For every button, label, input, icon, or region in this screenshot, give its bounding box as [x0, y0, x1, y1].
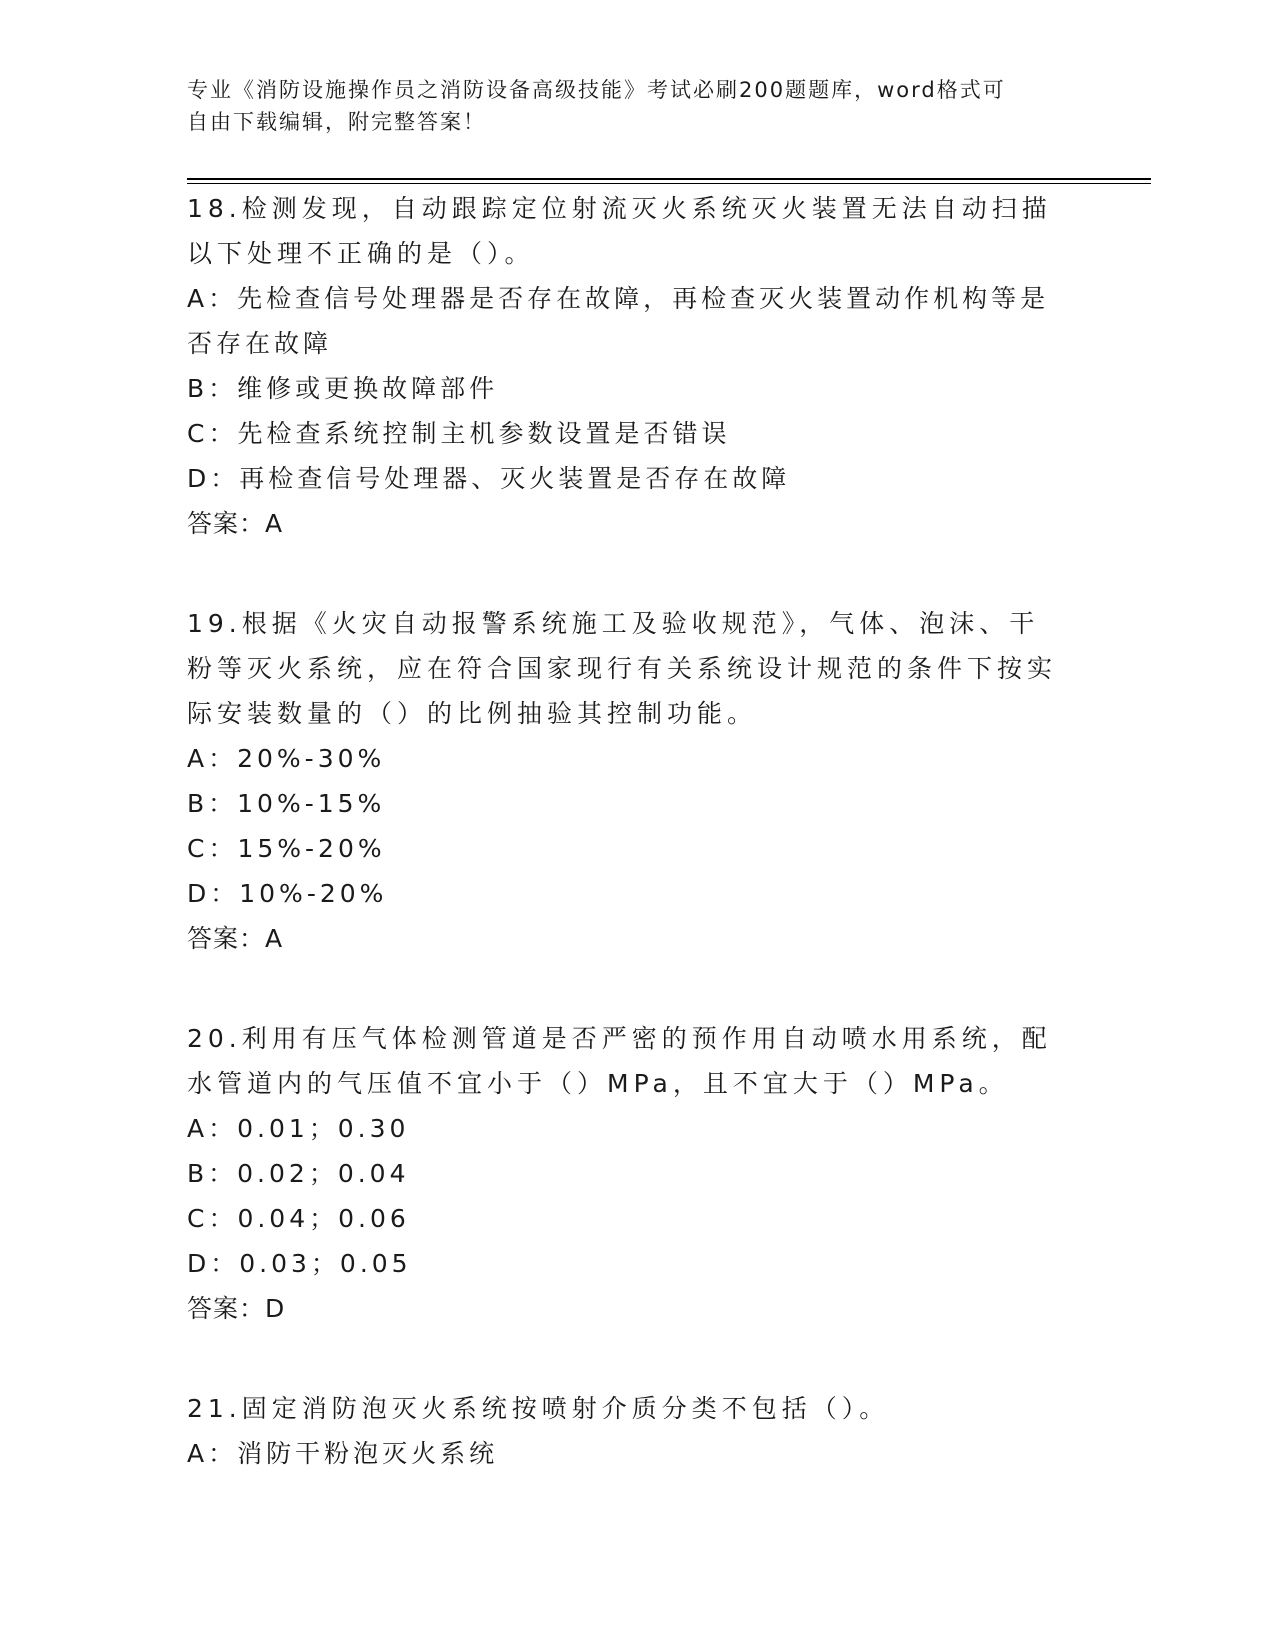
question-20 [187, 1016, 1087, 1331]
option-b: B：0.02；0.04 [187, 1159, 410, 1188]
question-stem: 19.根据《火灾自动报警系统施工及验收规范》，气体、泡沫、干粉等灭火系统，应在符合国家现行有关系统设计规范的条件下按实际安装数量的（）的比例抽验其控制功能。 [187, 609, 1058, 728]
option-b: B：10%-15% [187, 789, 386, 818]
option-c: C：先检查系统控制主机参数设置是否错误 [187, 419, 731, 448]
question-stem: 21.固定消防泡灭火系统按喷射介质分类不包括（）。 [187, 1394, 890, 1423]
question-18 [187, 186, 1087, 546]
option-a: A：先检查信号处理器是否存在故障，再检查灭火装置动作机构等是否存在故障 [187, 284, 1050, 358]
question-list [187, 186, 1087, 1531]
header-divider-thick [187, 178, 1151, 180]
question-21 [187, 1386, 1087, 1476]
option-d: D：0.03；0.05 [187, 1249, 412, 1278]
option-a: A：消防干粉泡灭火系统 [187, 1439, 499, 1468]
question-19 [187, 601, 1087, 961]
option-a: A：20%-30% [187, 744, 386, 773]
header-line-2: 自由下载编辑，附完整答案！ [187, 110, 486, 134]
option-d: D：再检查信号处理器、灭火装置是否存在故障 [187, 464, 791, 493]
answer: 答案：A [187, 509, 284, 538]
question-stem: 20.利用有压气体检测管道是否严密的预作用自动喷水用系统，配水管道内的气压值不宜小于（）MPa，且不宜大于（）MPa。 [187, 1024, 1052, 1098]
option-d: D：10%-20% [187, 879, 388, 908]
header-line-1: 专业《消防设施操作员之消防设备高级技能》考试必刷200题题库，word格式可 [187, 78, 1006, 102]
option-c: C：15%-20% [187, 834, 386, 863]
answer: 答案：A [187, 924, 284, 953]
option-b: B：维修或更换故障部件 [187, 374, 499, 403]
document-header [187, 74, 1087, 138]
option-a: A：0.01；0.30 [187, 1114, 410, 1143]
question-stem: 18.检测发现，自动跟踪定位射流灭火系统灭火装置无法自动扫描以下处理不正确的是（）。 [187, 194, 1052, 268]
answer: 答案：D [187, 1294, 286, 1323]
option-c: C：0.04；0.06 [187, 1204, 410, 1233]
header-divider-thin [187, 183, 1151, 184]
